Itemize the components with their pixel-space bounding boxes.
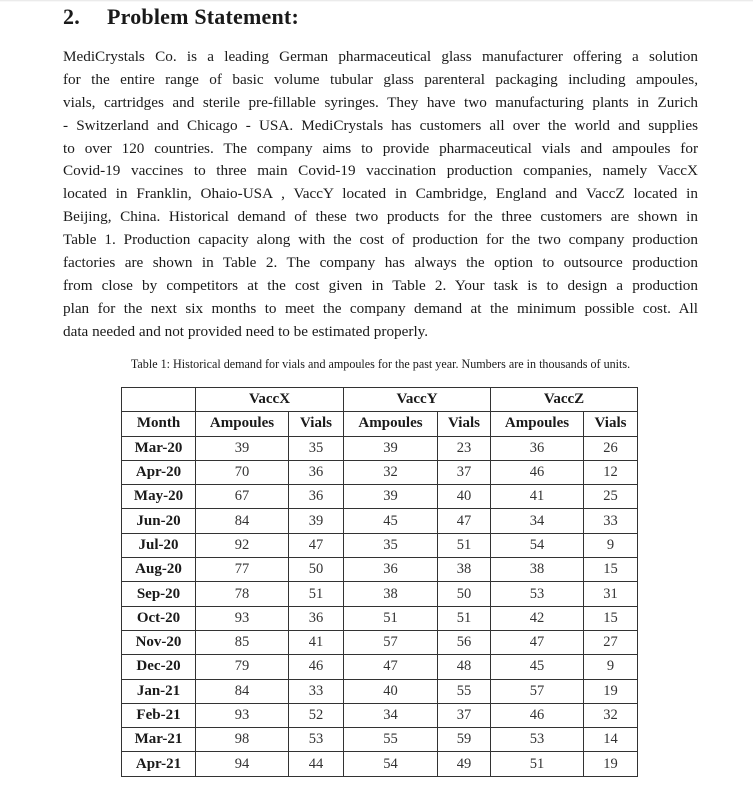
section-number: 2. xyxy=(63,4,80,29)
group-header-vaccz: VaccZ xyxy=(491,388,638,412)
vaccy-ampoules-cell: 35 xyxy=(344,533,438,557)
table-row xyxy=(122,533,638,557)
month-cell: Sep-20 xyxy=(122,582,196,606)
month-cell: Apr-21 xyxy=(122,752,196,776)
vaccz-vials-cell: 12 xyxy=(584,460,638,484)
vaccz-ampoules-cell: 47 xyxy=(491,630,584,654)
table-row xyxy=(122,655,638,679)
group-header-vaccx: VaccX xyxy=(196,388,344,412)
vaccy-ampoules-cell: 51 xyxy=(344,606,438,630)
vaccx-ampoules-cell: 98 xyxy=(196,728,289,752)
vaccx-ampoules-cell: 70 xyxy=(196,460,289,484)
vaccx-vials-cell: 50 xyxy=(289,558,344,582)
vaccx-vials-cell: 41 xyxy=(289,630,344,654)
vaccy-vials-cell: 47 xyxy=(438,509,491,533)
vaccz-ampoules-cell: 54 xyxy=(491,533,584,557)
month-cell: Apr-20 xyxy=(122,460,196,484)
month-cell: Oct-20 xyxy=(122,606,196,630)
month-cell: Dec-20 xyxy=(122,655,196,679)
problem-statement-paragraph xyxy=(63,46,698,344)
vaccx-ampoules-cell: 93 xyxy=(196,606,289,630)
vaccz-vials-cell: 25 xyxy=(584,485,638,509)
vaccy-ampoules-cell: 34 xyxy=(344,703,438,727)
vaccy-vials-cell: 51 xyxy=(438,606,491,630)
vaccy-vials-cell: 55 xyxy=(438,679,491,703)
vaccx-ampoules-cell: 84 xyxy=(196,509,289,533)
vaccy-vials-cell: 49 xyxy=(438,752,491,776)
paragraph-line: located in Franklin, Ohaio-USA , VaccY located in Cambridge, England and VaccZ located in xyxy=(63,185,698,203)
table-body xyxy=(122,436,638,776)
vaccz-vials-cell: 19 xyxy=(584,752,638,776)
vaccy-vials-cell: 37 xyxy=(438,703,491,727)
vaccy-vials-cell: 23 xyxy=(438,436,491,460)
vaccy-ampoules-cell: 55 xyxy=(344,728,438,752)
month-cell: Jun-20 xyxy=(122,509,196,533)
month-cell: Mar-21 xyxy=(122,728,196,752)
month-cell: May-20 xyxy=(122,485,196,509)
group-header-row xyxy=(122,388,638,412)
vaccx-ampoules-cell: 67 xyxy=(196,485,289,509)
vaccx-ampoules-cell: 92 xyxy=(196,533,289,557)
vaccx-vials-cell: 36 xyxy=(289,485,344,509)
table1-caption: Table 1: Historical demand for vials and ampoules for the past year. Numbers are in thousands of units. xyxy=(130,357,631,371)
column-header-ampoules: Ampoules xyxy=(491,412,584,436)
month-cell: Feb-21 xyxy=(122,703,196,727)
vaccy-ampoules-cell: 54 xyxy=(344,752,438,776)
month-cell: Mar-20 xyxy=(122,436,196,460)
table-row xyxy=(122,630,638,654)
vaccy-ampoules-cell: 45 xyxy=(344,509,438,533)
vaccy-ampoules-cell: 38 xyxy=(344,582,438,606)
vaccx-vials-cell: 52 xyxy=(289,703,344,727)
paragraph-line: MediCrystals Co. is a leading German pharmaceutical glass manufacturer offering a solution xyxy=(63,48,698,65)
paragraph-line: data needed and not provided need to be estimated properly. xyxy=(63,322,429,340)
vaccx-vials-cell: 46 xyxy=(289,655,344,679)
vaccx-ampoules-cell: 94 xyxy=(196,752,289,776)
table-row xyxy=(122,485,638,509)
vaccy-ampoules-cell: 40 xyxy=(344,679,438,703)
group-header-vaccy: VaccY xyxy=(344,388,491,412)
table-row xyxy=(122,703,638,727)
column-header-ampoules: Ampoules xyxy=(196,412,289,436)
vaccz-ampoules-cell: 53 xyxy=(491,582,584,606)
column-header-vials: Vials xyxy=(289,412,344,436)
vaccz-vials-cell: 32 xyxy=(584,703,638,727)
table-row xyxy=(122,679,638,703)
vaccy-vials-cell: 38 xyxy=(438,558,491,582)
vaccz-ampoules-cell: 46 xyxy=(491,703,584,727)
vaccz-ampoules-cell: 34 xyxy=(491,509,584,533)
paragraph-line: - Switzerland and Chicago - USA. MediCrystals has customers all over the world and supplies xyxy=(63,116,698,134)
section-title: Problem Statement: xyxy=(107,4,299,29)
vaccy-vials-cell: 50 xyxy=(438,582,491,606)
vaccz-ampoules-cell: 46 xyxy=(491,460,584,484)
paragraph-line: plan for the next six months to meet the company demand at the minimum possible cost. All xyxy=(63,299,698,317)
column-header-row xyxy=(122,412,638,436)
vaccz-vials-cell: 19 xyxy=(584,679,638,703)
group-header-empty xyxy=(122,388,196,412)
vaccy-vials-cell: 51 xyxy=(438,533,491,557)
vaccx-vials-cell: 44 xyxy=(289,752,344,776)
vaccz-ampoules-cell: 38 xyxy=(491,558,584,582)
month-cell: Jul-20 xyxy=(122,533,196,557)
table-row xyxy=(122,460,638,484)
month-cell: Aug-20 xyxy=(122,558,196,582)
page-top-edge xyxy=(0,0,753,2)
vaccz-ampoules-cell: 45 xyxy=(491,655,584,679)
vaccx-vials-cell: 51 xyxy=(289,582,344,606)
section-heading xyxy=(63,4,299,30)
vaccx-ampoules-cell: 77 xyxy=(196,558,289,582)
vaccx-vials-cell: 39 xyxy=(289,509,344,533)
paragraph-line: Beijing, China. Historical demand of these two products for the three customers are shown in xyxy=(63,208,698,226)
paragraph-line: factories are shown in Table 2. The company has always the option to outsource production xyxy=(63,254,698,272)
vaccx-ampoules-cell: 84 xyxy=(196,679,289,703)
vaccy-vials-cell: 56 xyxy=(438,630,491,654)
vaccz-vials-cell: 26 xyxy=(584,436,638,460)
vaccy-ampoules-cell: 39 xyxy=(344,485,438,509)
paragraph-line: for the entire range of basic volume tubular glass parenteral packaging including ampoules, xyxy=(63,70,698,88)
table-row xyxy=(122,558,638,582)
column-header-month: Month xyxy=(122,412,196,436)
vaccx-vials-cell: 47 xyxy=(289,533,344,557)
table-row xyxy=(122,606,638,630)
vaccx-ampoules-cell: 93 xyxy=(196,703,289,727)
paragraph-line: to over 120 countries. The company aims to provide pharmaceutical vials and ampoules for xyxy=(63,139,698,157)
vaccz-vials-cell: 9 xyxy=(584,655,638,679)
vaccy-ampoules-cell: 57 xyxy=(344,630,438,654)
vaccx-vials-cell: 36 xyxy=(289,460,344,484)
vaccz-vials-cell: 33 xyxy=(584,509,638,533)
vaccx-vials-cell: 36 xyxy=(289,606,344,630)
vaccz-ampoules-cell: 53 xyxy=(491,728,584,752)
vaccx-ampoules-cell: 85 xyxy=(196,630,289,654)
paragraph-line: Covid-19 vaccines to three main Covid-19 vaccination production companies, namely VaccX xyxy=(63,162,698,180)
vaccz-vials-cell: 15 xyxy=(584,558,638,582)
vaccz-vials-cell: 27 xyxy=(584,630,638,654)
column-header-ampoules: Ampoules xyxy=(344,412,438,436)
vaccy-vials-cell: 59 xyxy=(438,728,491,752)
table-row xyxy=(122,509,638,533)
month-cell: Jan-21 xyxy=(122,679,196,703)
vaccx-ampoules-cell: 39 xyxy=(196,436,289,460)
vaccz-ampoules-cell: 42 xyxy=(491,606,584,630)
column-header-vials: Vials xyxy=(438,412,491,436)
vaccx-vials-cell: 33 xyxy=(289,679,344,703)
vaccz-vials-cell: 9 xyxy=(584,533,638,557)
vaccz-vials-cell: 14 xyxy=(584,728,638,752)
vaccy-ampoules-cell: 47 xyxy=(344,655,438,679)
vaccy-vials-cell: 48 xyxy=(438,655,491,679)
paragraph-line: Table 1. Production capacity along with the cost of production for the two company production xyxy=(63,231,698,249)
table-row xyxy=(122,436,638,460)
vaccz-vials-cell: 15 xyxy=(584,606,638,630)
vaccz-ampoules-cell: 41 xyxy=(491,485,584,509)
vaccy-vials-cell: 37 xyxy=(438,460,491,484)
vaccz-ampoules-cell: 57 xyxy=(491,679,584,703)
vaccy-vials-cell: 40 xyxy=(438,485,491,509)
vaccx-ampoules-cell: 78 xyxy=(196,582,289,606)
vaccy-ampoules-cell: 32 xyxy=(344,460,438,484)
vaccz-ampoules-cell: 51 xyxy=(491,752,584,776)
table-row xyxy=(122,752,638,776)
vaccx-vials-cell: 53 xyxy=(289,728,344,752)
vaccx-vials-cell: 35 xyxy=(289,436,344,460)
vaccz-ampoules-cell: 36 xyxy=(491,436,584,460)
vaccx-ampoules-cell: 79 xyxy=(196,655,289,679)
paragraph-line: from close by competitors at the cost given in Table 2. Your task is to design a production xyxy=(63,276,698,294)
historical-demand-table xyxy=(121,387,638,777)
vaccz-vials-cell: 31 xyxy=(584,582,638,606)
month-cell: Nov-20 xyxy=(122,630,196,654)
vaccy-ampoules-cell: 36 xyxy=(344,558,438,582)
column-header-vials: Vials xyxy=(584,412,638,436)
vaccy-ampoules-cell: 39 xyxy=(344,436,438,460)
table-row xyxy=(122,728,638,752)
table-row xyxy=(122,582,638,606)
paragraph-line: vials, cartridges and sterile pre-fillable syringes. They have two manufacturing plants in Zurich xyxy=(63,93,698,111)
